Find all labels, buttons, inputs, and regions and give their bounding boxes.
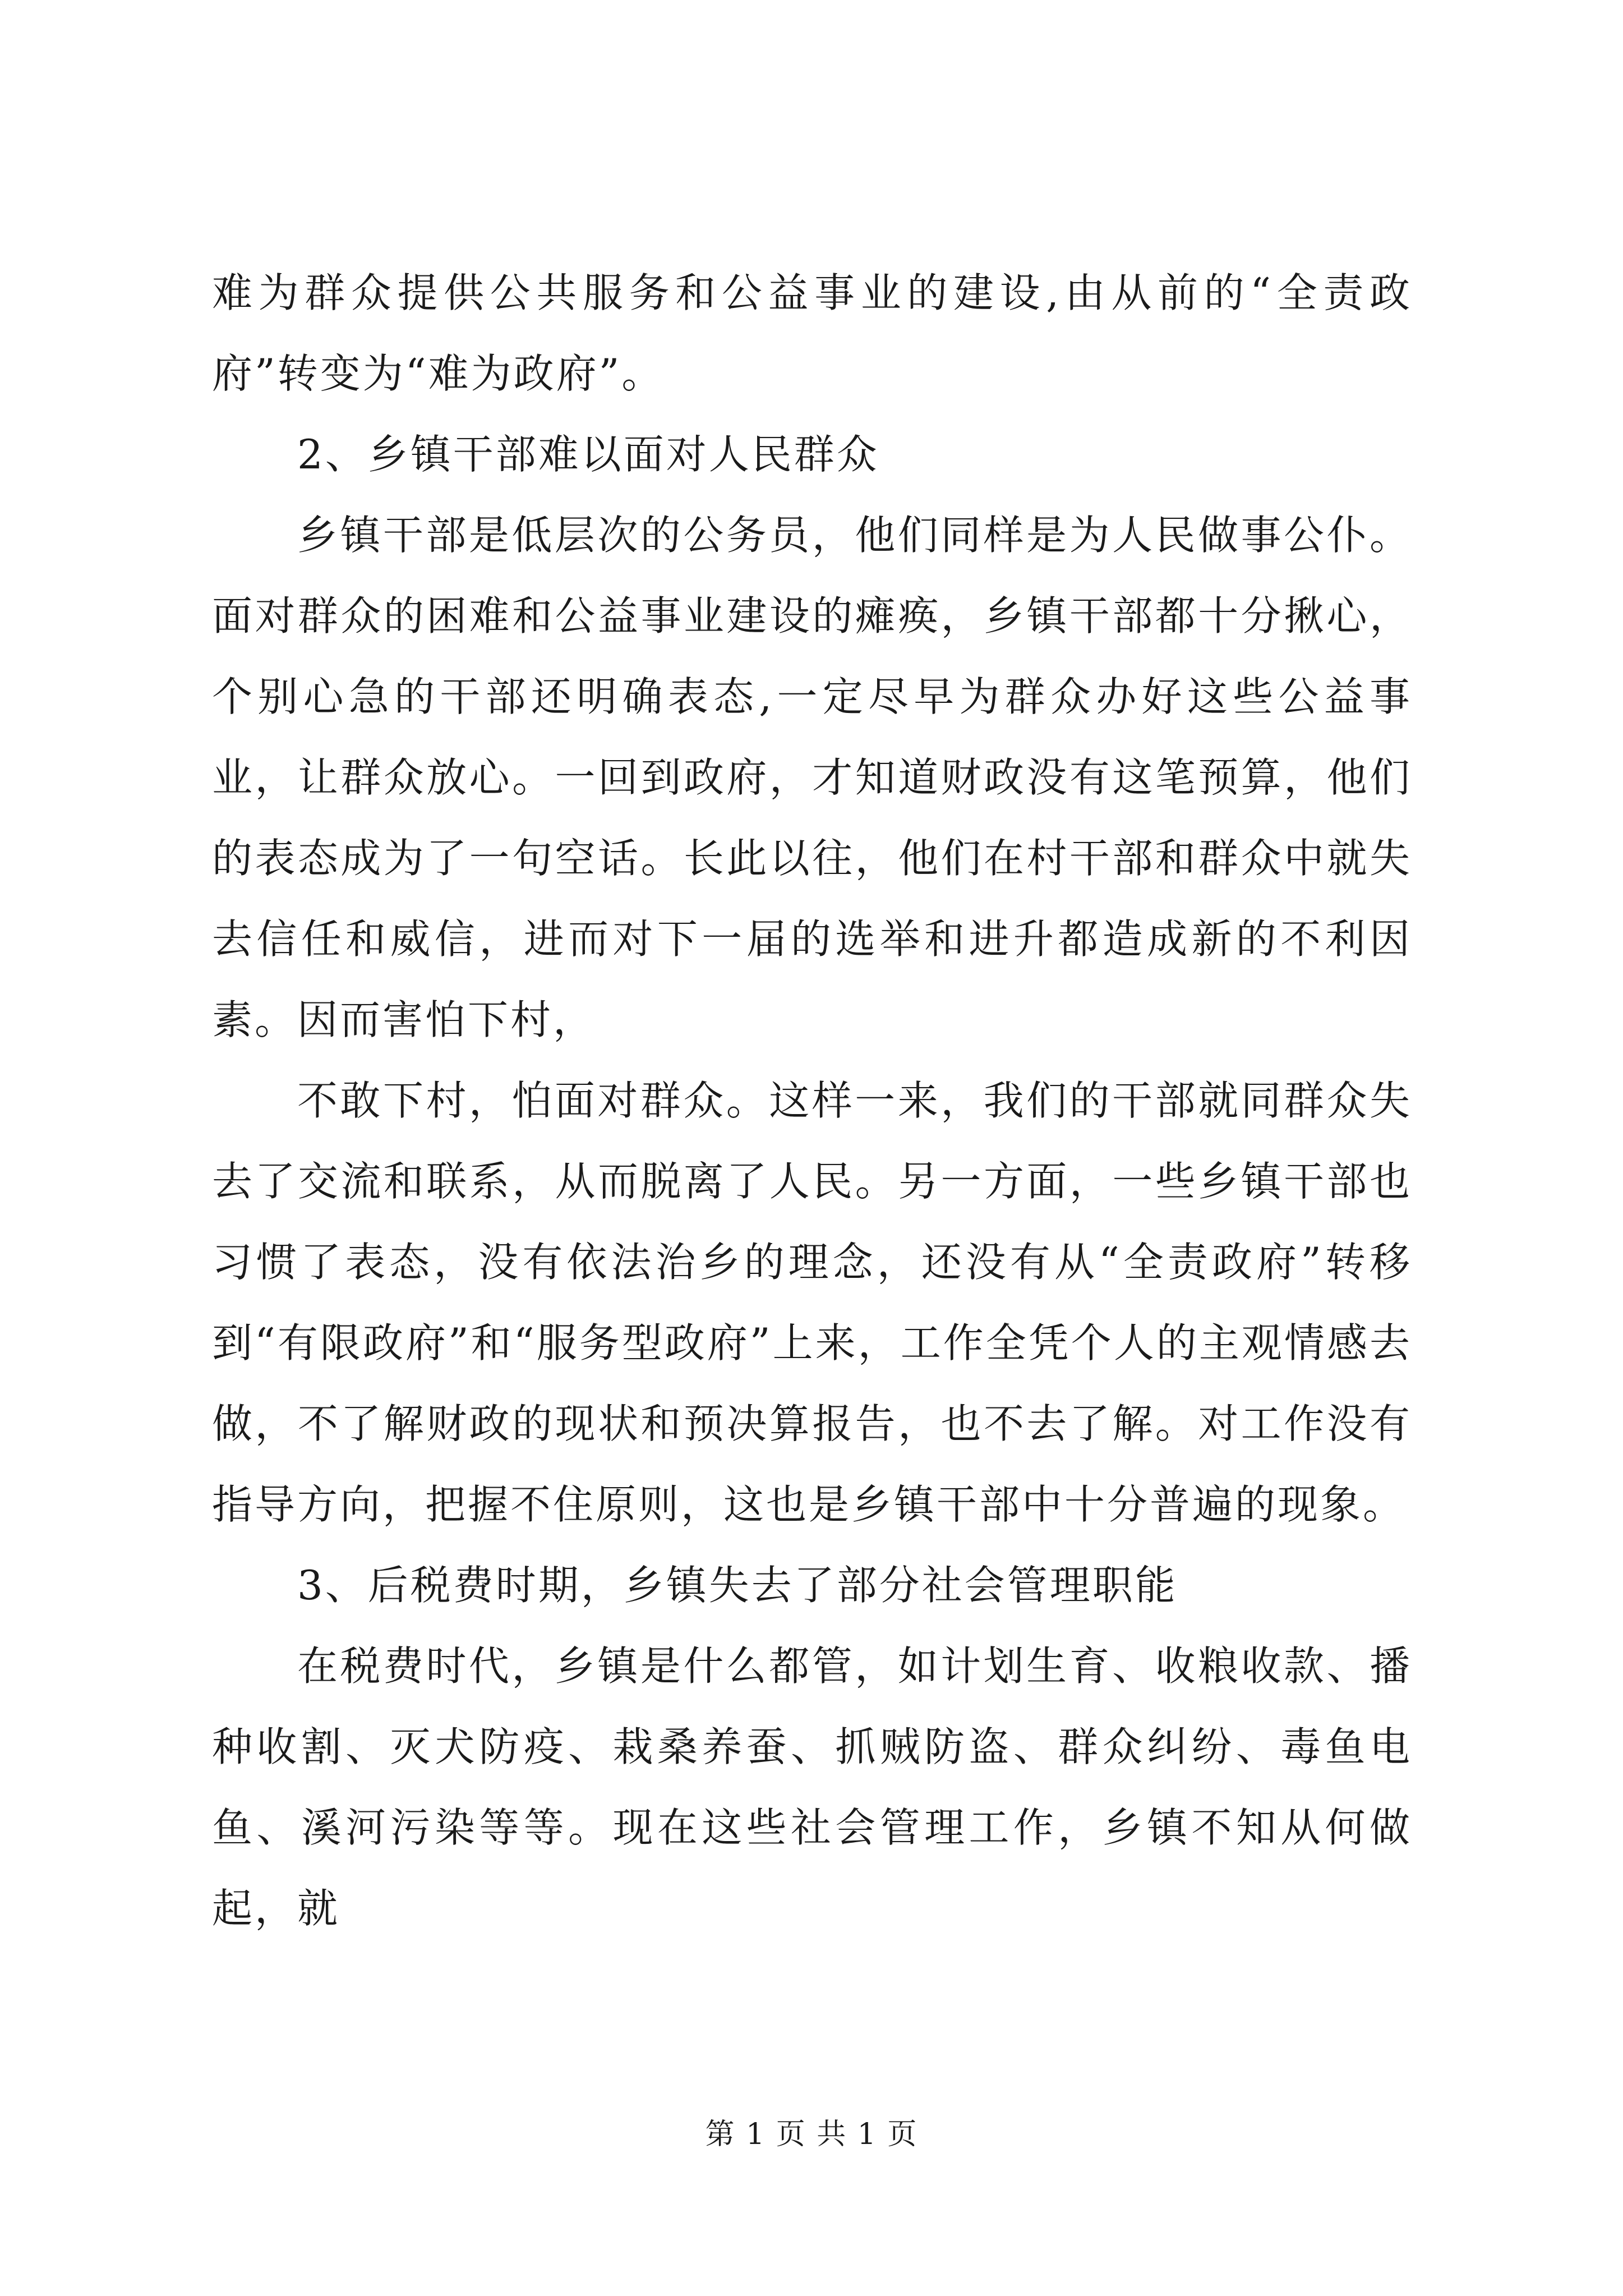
document-body	[212, 252, 1412, 1949]
section-heading-2: 2、乡镇干部难以面对人民群众	[297, 431, 879, 478]
paragraph-continuation: 难为群众提供公共服务和公益事业的建设,由从前的“全责政府”转变为“难为政府”。	[212, 269, 1412, 397]
paragraph: 乡镇干部是低层次的公务员，他们同样是为人民做事公仆。面对群众的困难和公益事业建设的瘫痪，乡镇干部都十分揪心，个别心急的干部还明确表态,一定尽早为群众办好这些公益事业，让群众放心。一回到政府，才知道财政没有这笔预算，他们的表态成为了一句空话。长此以往，他们在村干部和群众中就失去信任和威信，进而对下一届的选举和进升都造成新的不利因素。因而害怕下村，	[212, 512, 1412, 1043]
page-footer: 第 1 页 共 1 页	[705, 2118, 918, 2151]
section-heading-3: 3、后税费时期，乡镇失去了部分社会管理职能	[297, 1562, 1178, 1609]
paragraph: 不敢下村，怕面对群众。这样一来，我们的干部就同群众失去了交流和联系，从而脱离了人民。另一方面，一些乡镇干部也习惯了表态，没有依法治乡的理念，还没有从“全责政府”转移到“有限政府”和“服务型政府”上来，工作全凭个人的主观情感去做，不了解财政的现状和预决算报告，也不去了解。对工作没有指导方向，把握不住原则，这也是乡镇干部中十分普遍的现象。	[212, 1077, 1412, 1528]
paragraph: 在税费时代，乡镇是什么都管，如计划生育、收粮收款、播种收割、灭犬防疫、栽桑养蚕、抓贼防盗、群众纠纷、毒鱼电鱼、溪河污染等等。现在这些社会管理工作，乡镇不知从何做起，就	[212, 1642, 1412, 1932]
